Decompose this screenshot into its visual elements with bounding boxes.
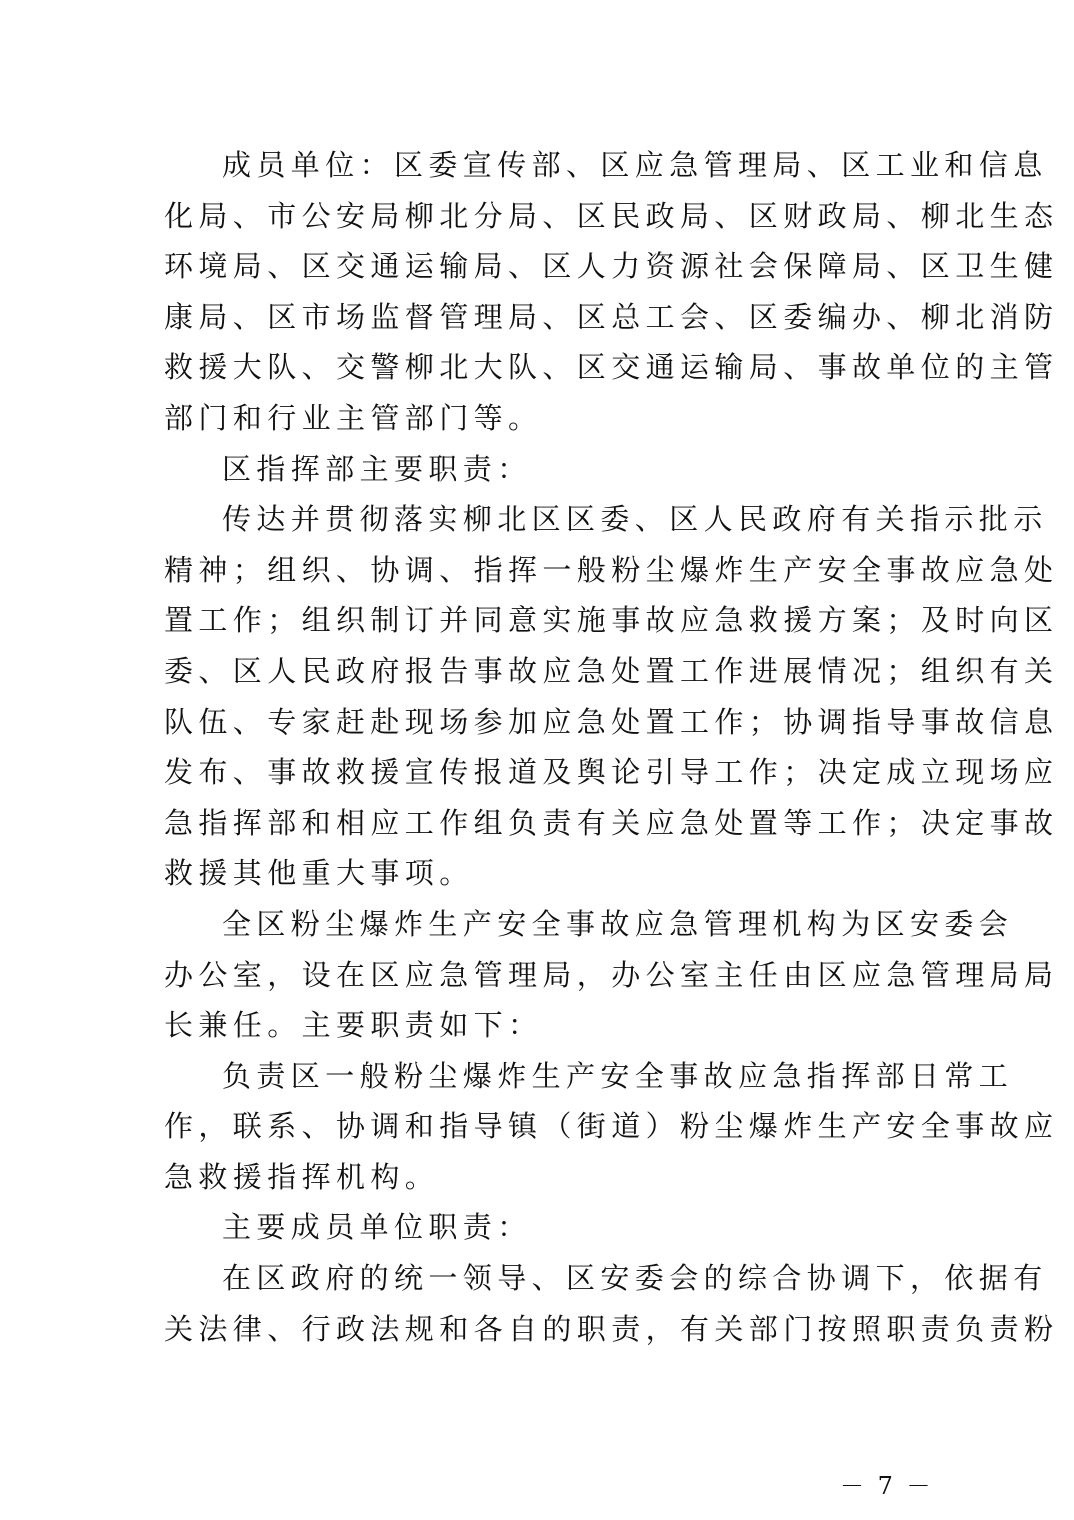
paragraph-line: 救援大队、交警柳北大队、区交通运输局、事故单位的主管 — [164, 350, 1059, 385]
paragraph-line: 作，联系、协调和指导镇（街道）粉尘爆炸生产安全事故应 — [164, 1109, 1059, 1144]
paragraph-line: 传达并贯彻落实柳北区区委、区人民政府有关指示批示 — [222, 502, 1048, 537]
paragraph-line: 部门和行业主管部门等。 — [164, 400, 543, 435]
paragraph-line: 负责区一般粉尘爆炸生产安全事故应急指挥部日常工 — [222, 1058, 1014, 1093]
section-heading: 主要成员单位职责： — [222, 1210, 532, 1245]
paragraph-line: 急指挥部和相应工作组负责有关应急处置等工作；决定事故 — [164, 805, 1059, 840]
paragraph-line: 急救援指挥机构。 — [164, 1159, 440, 1194]
paragraph-line: 长兼任。主要职责如下： — [164, 1008, 543, 1043]
paragraph-line: 救援其他重大事项。 — [164, 856, 474, 891]
page-number: － 7 － — [840, 1472, 934, 1500]
paragraph-line: 发布、事故救援宣传报道及舆论引导工作；决定成立现场应 — [164, 755, 1059, 790]
section-heading: 区指挥部主要职责： — [222, 451, 532, 486]
paragraph-line: 成员单位：区委宣传部、区应急管理局、区工业和信息 — [222, 148, 1048, 182]
paragraph-line: 委、区人民政府报告事故应急处置工作进展情况；组织有关 — [164, 653, 1059, 688]
paragraph-line: 办公室，设在区应急管理局，办公室主任由区应急管理局局 — [164, 957, 1059, 992]
paragraph-line: 置工作；组织制订并同意实施事故应急救援方案；及时向区 — [164, 603, 1059, 638]
paragraph-line: 精神；组织、协调、指挥一般粉尘爆炸生产安全事故应急处 — [164, 552, 1059, 587]
body-text — [164, 140, 1059, 1354]
paragraph-line: 全区粉尘爆炸生产安全事故应急管理机构为区安委会 — [222, 906, 1014, 941]
paragraph-line: 在区政府的统一领导、区安委会的综合协调下，依据有 — [222, 1261, 1048, 1296]
paragraph-line: 康局、区市场监督管理局、区总工会、区委编办、柳北消防 — [164, 299, 1059, 334]
paragraph-line: 环境局、区交通运输局、区人力资源社会保障局、区卫生健 — [164, 249, 1059, 284]
paragraph-line: 关法律、行政法规和各自的职责，有关部门按照职责负责粉 — [164, 1311, 1059, 1346]
paragraph-line: 队伍、专家赶赴现场参加应急处置工作；协调指导事故信息 — [164, 704, 1059, 739]
paragraph-line: 化局、市公安局柳北分局、区民政局、区财政局、柳北生态 — [164, 198, 1059, 233]
